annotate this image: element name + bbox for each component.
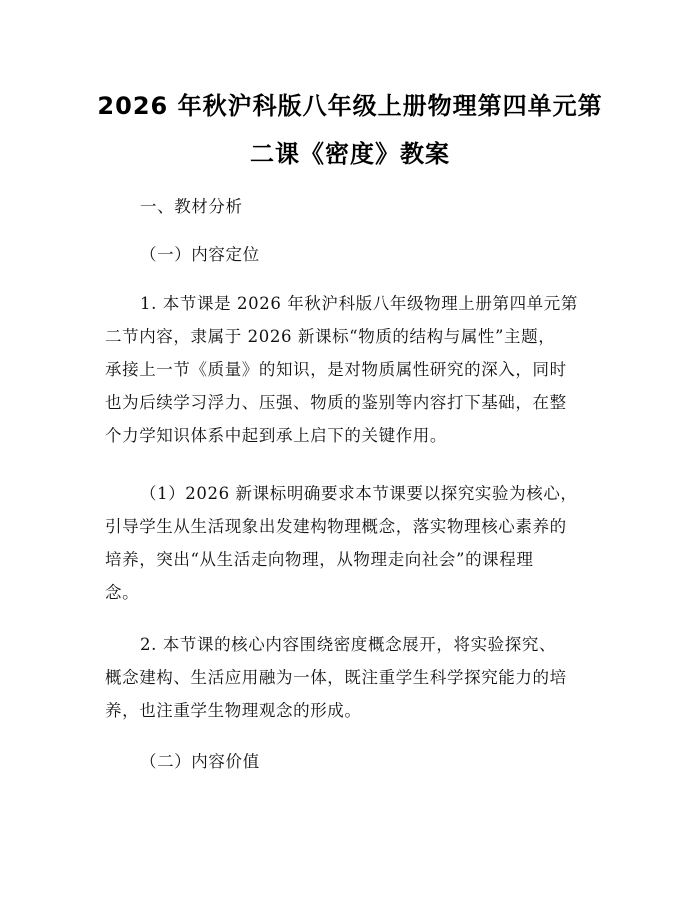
paragraph-2-line-1: （1）2026 新课标明确要求本节课要以探究实验为核心，	[140, 484, 578, 503]
paragraph-3-line-2: 概念建构、生活应用融为一体，既注重学生科学探究能力的培	[105, 668, 567, 687]
paragraph-1-line-5: 个力学知识体系中起到承上启下的关键作用。	[105, 426, 447, 445]
paragraph-1-line-3: 承接上一节《质量》的知识，是对物质属性研究的深入，同时	[105, 360, 567, 379]
subsection-heading-2: （二）内容价值	[140, 752, 260, 771]
paragraph-1-line-4: 也为后续学习浮力、压强、物质的鉴别等内容打下基础，在整	[105, 393, 567, 412]
paragraph-1-line-1: 1. 本节课是 2026 年秋沪科版八年级物理上册第四单元第	[140, 294, 578, 313]
document-title-line-1: 2026 年秋沪科版八年级上册物理第四单元第	[97, 92, 603, 120]
paragraph-2-line-4: 念。	[105, 583, 140, 602]
section-heading: 一、教材分析	[140, 197, 243, 216]
paragraph-3-line-1: 2. 本节课的核心内容围绕密度概念展开，将实验探究、	[140, 635, 557, 654]
paragraph-2-line-3: 培养，突出“从生活走向物理，从物理走向社会”的课程理	[105, 550, 534, 569]
paragraph-3-line-3: 养，也注重学生物理观念的形成。	[105, 701, 362, 720]
paragraph-1-line-2: 二节内容，隶属于 2026 新课标“物质的结构与属性”主题，	[105, 327, 556, 346]
document-title-line-2: 二课《密度》教案	[250, 140, 450, 168]
subsection-heading: （一）内容定位	[140, 245, 260, 264]
paragraph-2-line-2: 引导学生从生活现象出发建构物理概念，落实物理核心素养的	[105, 517, 567, 536]
